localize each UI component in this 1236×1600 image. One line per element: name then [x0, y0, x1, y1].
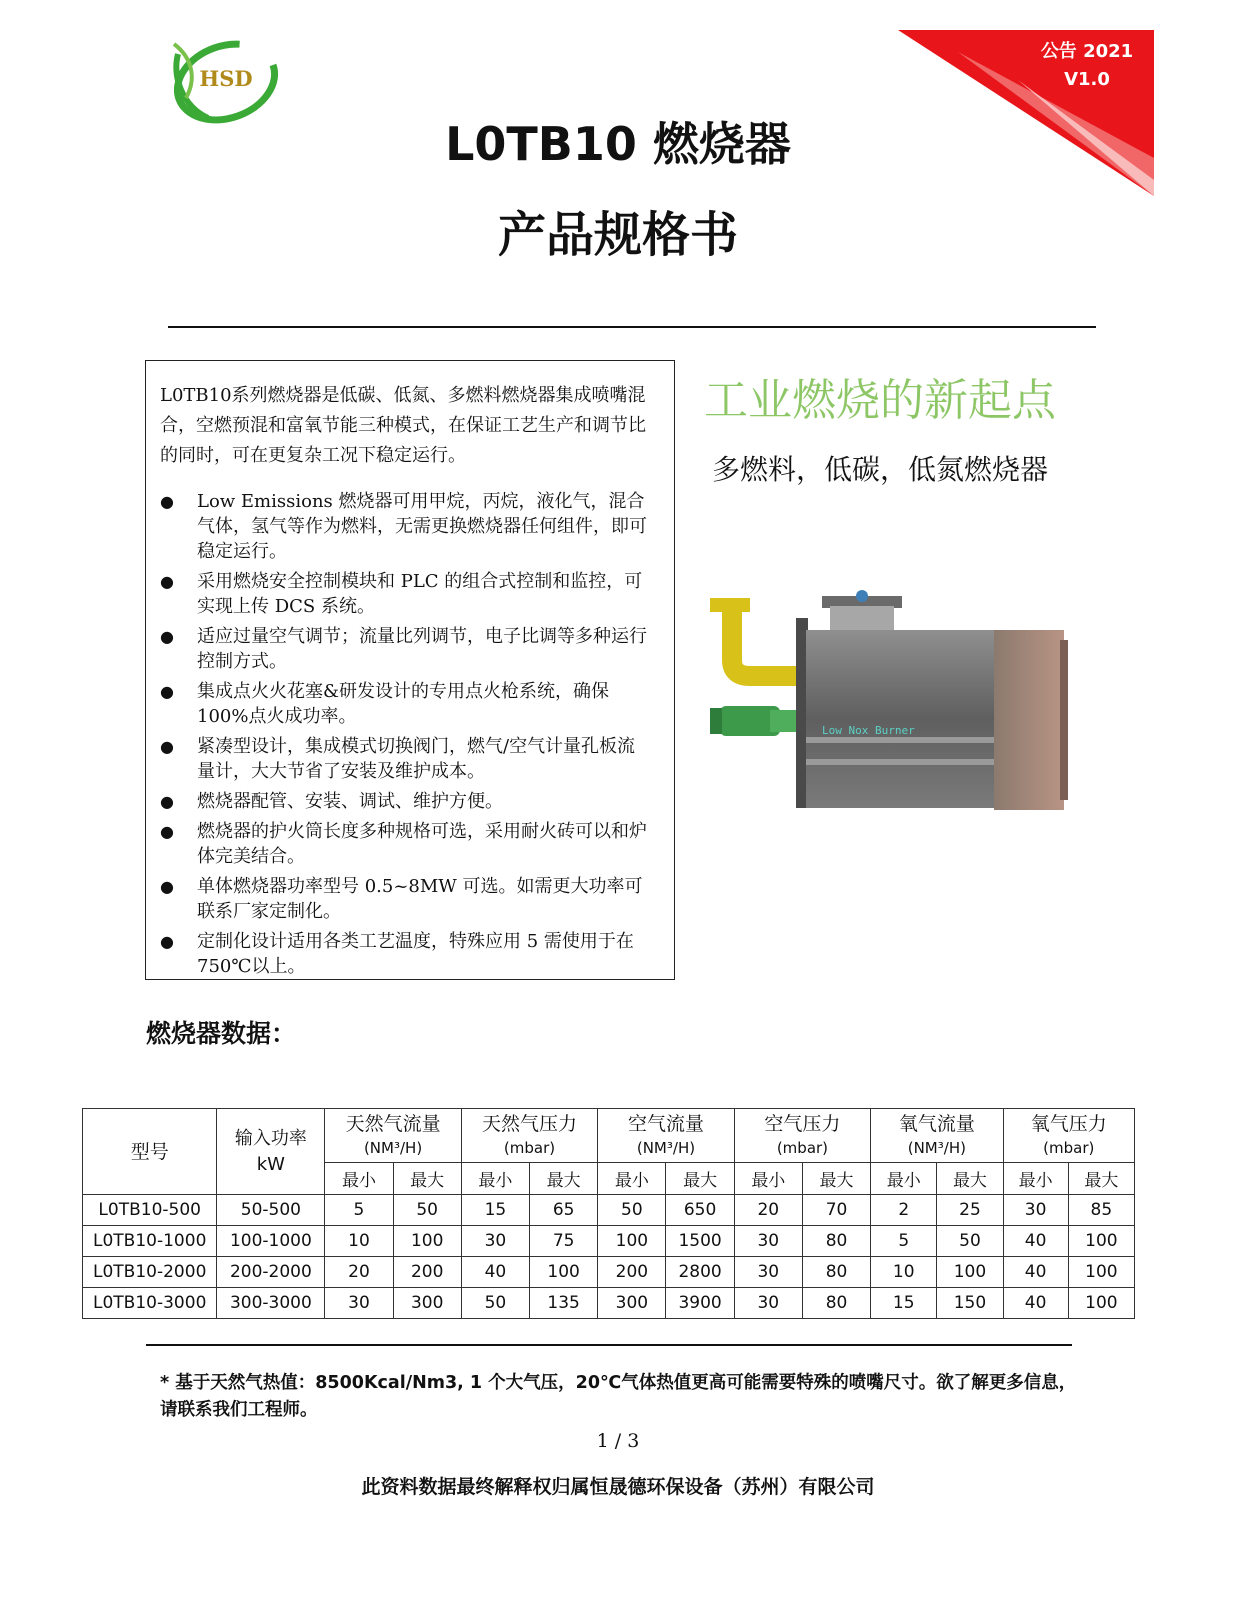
header-power-unit: kW — [256, 1153, 285, 1175]
badge-text — [1032, 38, 1142, 94]
cell-value: 3900 — [666, 1288, 734, 1319]
feature-item — [160, 489, 652, 564]
section-title: 燃烧器数据： — [146, 1019, 297, 1048]
min-header: 最小 — [1003, 1163, 1068, 1195]
cell-model: L0TB10-500 — [83, 1195, 217, 1226]
bullet-icon: ● — [160, 572, 174, 591]
cell-value: 30 — [734, 1257, 802, 1288]
page-title: L0TB10 燃烧器 — [445, 117, 791, 171]
feature-item — [160, 929, 652, 979]
cell-value: 50 — [461, 1288, 529, 1319]
group-name: 空气压力 — [764, 1112, 841, 1135]
max-header: 最大 — [802, 1163, 870, 1195]
cell-value: 10 — [871, 1257, 937, 1288]
cell-value: 70 — [802, 1195, 870, 1226]
burner-icon — [710, 590, 1090, 822]
cell-value: 15 — [461, 1195, 529, 1226]
cell-value: 2 — [871, 1195, 937, 1226]
feature-text: 燃烧器配管、安装、调试、维护方便。 — [197, 791, 503, 812]
feature-text: 集成点火火花塞&研发设计的专用点火枪系统，确保 100%点火成功率。 — [197, 681, 610, 727]
slogan: 工业燃烧的新起点 — [704, 375, 1056, 426]
feature-text: 定制化设计适用各类工艺温度，特殊应用 5 需使用于在 750℃以上。 — [197, 931, 634, 977]
cell-value: 5 — [325, 1195, 393, 1226]
group-unit: (NM³/H) — [363, 1138, 423, 1157]
cell-value: 80 — [802, 1226, 870, 1257]
cell-value: 200 — [598, 1257, 666, 1288]
table-row — [83, 1257, 1135, 1288]
badge-line-1: 公告 2021 — [1040, 41, 1134, 62]
bullet-icon: ● — [160, 932, 174, 951]
header-group — [598, 1109, 734, 1163]
cell-value: 40 — [1003, 1288, 1068, 1319]
cell-value: 10 — [325, 1226, 393, 1257]
max-header: 最大 — [530, 1163, 598, 1195]
cell-value: 75 — [530, 1226, 598, 1257]
group-unit: (mbar) — [1043, 1138, 1095, 1157]
cell-model: L0TB10-1000 — [83, 1226, 217, 1257]
min-header: 最小 — [598, 1163, 666, 1195]
feature-text: 燃烧器的护火筒长度多种规格可选，采用耐火砖可以和炉体完美结合。 — [197, 821, 647, 867]
cell-value: 20 — [325, 1257, 393, 1288]
group-unit: (NM³/H) — [636, 1138, 696, 1157]
cell-value: 1500 — [666, 1226, 734, 1257]
divider-top — [168, 326, 1096, 328]
table-row — [83, 1195, 1135, 1226]
min-header: 最小 — [871, 1163, 937, 1195]
cell-value: 30 — [734, 1226, 802, 1257]
intro-paragraph: L0TB10系列燃烧器是低碳、低氮、多燃料燃烧器集成喷嘴混合，空燃预混和富氧节能三种模式，在保证工艺生产和调节比的同时，可在更复杂工况下稳定运行。 — [160, 385, 646, 466]
bullet-icon: ● — [160, 492, 174, 511]
table-header-row — [83, 1109, 1135, 1163]
bullet-icon: ● — [160, 627, 174, 646]
max-header: 最大 — [393, 1163, 461, 1195]
cell-value: 80 — [802, 1257, 870, 1288]
group-unit: (NM³/H) — [907, 1138, 966, 1157]
cell-value: 200 — [393, 1257, 461, 1288]
cell-value: 40 — [1003, 1257, 1068, 1288]
feature-text: 适应过量空气调节；流量比列调节，电子比调等多种运行控制方式。 — [197, 626, 647, 672]
feature-text: Low Emissions 燃烧器可用甲烷，丙烷，液化气，混合气体，氢气等作为燃料，无需更换燃烧器任何组件，即可稳定运行。 — [197, 491, 647, 562]
cell-value: 300 — [598, 1288, 666, 1319]
cell-value: 100 — [530, 1257, 598, 1288]
header-group — [325, 1109, 461, 1163]
cell-value: 40 — [1003, 1226, 1068, 1257]
cell-value: 100 — [1068, 1257, 1134, 1288]
bullet-icon: ● — [160, 737, 174, 756]
cell-value: 300 — [393, 1288, 461, 1319]
header-group — [461, 1109, 597, 1163]
min-header: 最小 — [325, 1163, 393, 1195]
feature-item — [160, 874, 652, 924]
burner-illustration — [710, 590, 1090, 822]
feature-list — [160, 489, 652, 979]
feature-item — [160, 569, 652, 619]
feature-text: 采用燃烧安全控制模块和 PLC 的组合式控制和监控，可实现上传 DCS 系统。 — [197, 571, 643, 617]
header-group — [734, 1109, 870, 1163]
feature-item — [160, 819, 652, 869]
cell-power: 100-1000 — [217, 1226, 325, 1257]
page-number: 1 / 3 — [596, 1430, 640, 1452]
cell-model: L0TB10-2000 — [83, 1257, 217, 1288]
burner-data-table — [82, 1108, 1135, 1319]
cell-power: 300-3000 — [217, 1288, 325, 1319]
group-unit: (mbar) — [776, 1138, 829, 1157]
group-unit: (mbar) — [503, 1138, 556, 1157]
cell-value: 30 — [325, 1288, 393, 1319]
cell-power: 200-2000 — [217, 1257, 325, 1288]
cell-value: 650 — [666, 1195, 734, 1226]
cell-value: 50 — [393, 1195, 461, 1226]
header-model — [83, 1109, 217, 1195]
max-header: 最大 — [1068, 1163, 1134, 1195]
cell-value: 50 — [937, 1226, 1003, 1257]
cell-value: 100 — [393, 1226, 461, 1257]
header-power — [217, 1109, 325, 1195]
group-name: 氧气流量 — [898, 1112, 975, 1135]
cell-value: 30 — [734, 1288, 802, 1319]
feature-item — [160, 679, 652, 729]
cell-value: 80 — [802, 1288, 870, 1319]
group-name: 空气流量 — [627, 1112, 704, 1135]
footnote: * 基于天然气热值：8500Kcal/Nm3, 1 个大气压，20℃气体热值更高可能需要特殊的喷嘴尺寸。欲了解更多信息，请联系我们工程师。 — [160, 1373, 1077, 1420]
cell-value: 100 — [937, 1257, 1003, 1288]
table-row — [83, 1226, 1135, 1257]
min-header: 最小 — [461, 1163, 529, 1195]
bullet-icon: ● — [160, 822, 174, 841]
cell-power: 50-500 — [217, 1195, 325, 1226]
cell-value: 100 — [1068, 1226, 1134, 1257]
sub-slogan: 多燃料，低碳，低氮燃烧器 — [711, 453, 1048, 486]
cell-value: 15 — [871, 1288, 937, 1319]
cell-value: 20 — [734, 1195, 802, 1226]
feature-item — [160, 789, 652, 814]
max-header: 最大 — [937, 1163, 1003, 1195]
group-name: 天然气压力 — [482, 1112, 578, 1135]
page-subtitle: 产品规格书 — [497, 207, 738, 263]
bullet-icon: ● — [160, 792, 174, 811]
cell-value: 150 — [937, 1288, 1003, 1319]
feature-text: 单体燃烧器功率型号 0.5~8MW 可选。如需更大功率可联系厂家定制化。 — [197, 876, 643, 922]
cell-value: 30 — [1003, 1195, 1068, 1226]
header-group — [871, 1109, 1003, 1163]
cell-value: 5 — [871, 1226, 937, 1257]
feature-text: 紧凑型设计，集成模式切换阀门，燃气/空气计量孔板流量计，大大节省了安装及维护成本。 — [197, 736, 636, 782]
group-name: 氧气压力 — [1030, 1112, 1107, 1135]
max-header: 最大 — [666, 1163, 734, 1195]
min-header: 最小 — [734, 1163, 802, 1195]
cell-value: 30 — [461, 1226, 529, 1257]
cell-value: 40 — [461, 1257, 529, 1288]
feature-item — [160, 624, 652, 674]
cell-value: 65 — [530, 1195, 598, 1226]
divider-bottom — [146, 1344, 1072, 1346]
company-statement: 此资料数据最终解释权归属恒晟德环保设备（苏州）有限公司 — [361, 1476, 875, 1498]
bullet-icon: ● — [160, 877, 174, 896]
group-name: 天然气流量 — [345, 1112, 441, 1135]
logo-text: HSD — [199, 66, 253, 91]
table-row — [83, 1288, 1135, 1319]
header-power-label: 输入功率 — [234, 1127, 307, 1149]
cell-value: 25 — [937, 1195, 1003, 1226]
cell-value: 100 — [598, 1226, 666, 1257]
bullet-icon: ● — [160, 682, 174, 701]
badge-line-2: V1.0 — [1064, 69, 1110, 90]
table-body — [83, 1195, 1135, 1319]
header-model-text: 型号 — [130, 1140, 169, 1163]
burner-label: Low Nox Burner — [822, 724, 915, 737]
feature-box — [145, 360, 675, 980]
cell-value: 2800 — [666, 1257, 734, 1288]
cell-model: L0TB10-3000 — [83, 1288, 217, 1319]
header-group — [1003, 1109, 1134, 1163]
cell-value: 135 — [530, 1288, 598, 1319]
feature-item — [160, 734, 652, 784]
cell-value: 50 — [598, 1195, 666, 1226]
cell-value: 100 — [1068, 1288, 1134, 1319]
cell-value: 85 — [1068, 1195, 1134, 1226]
